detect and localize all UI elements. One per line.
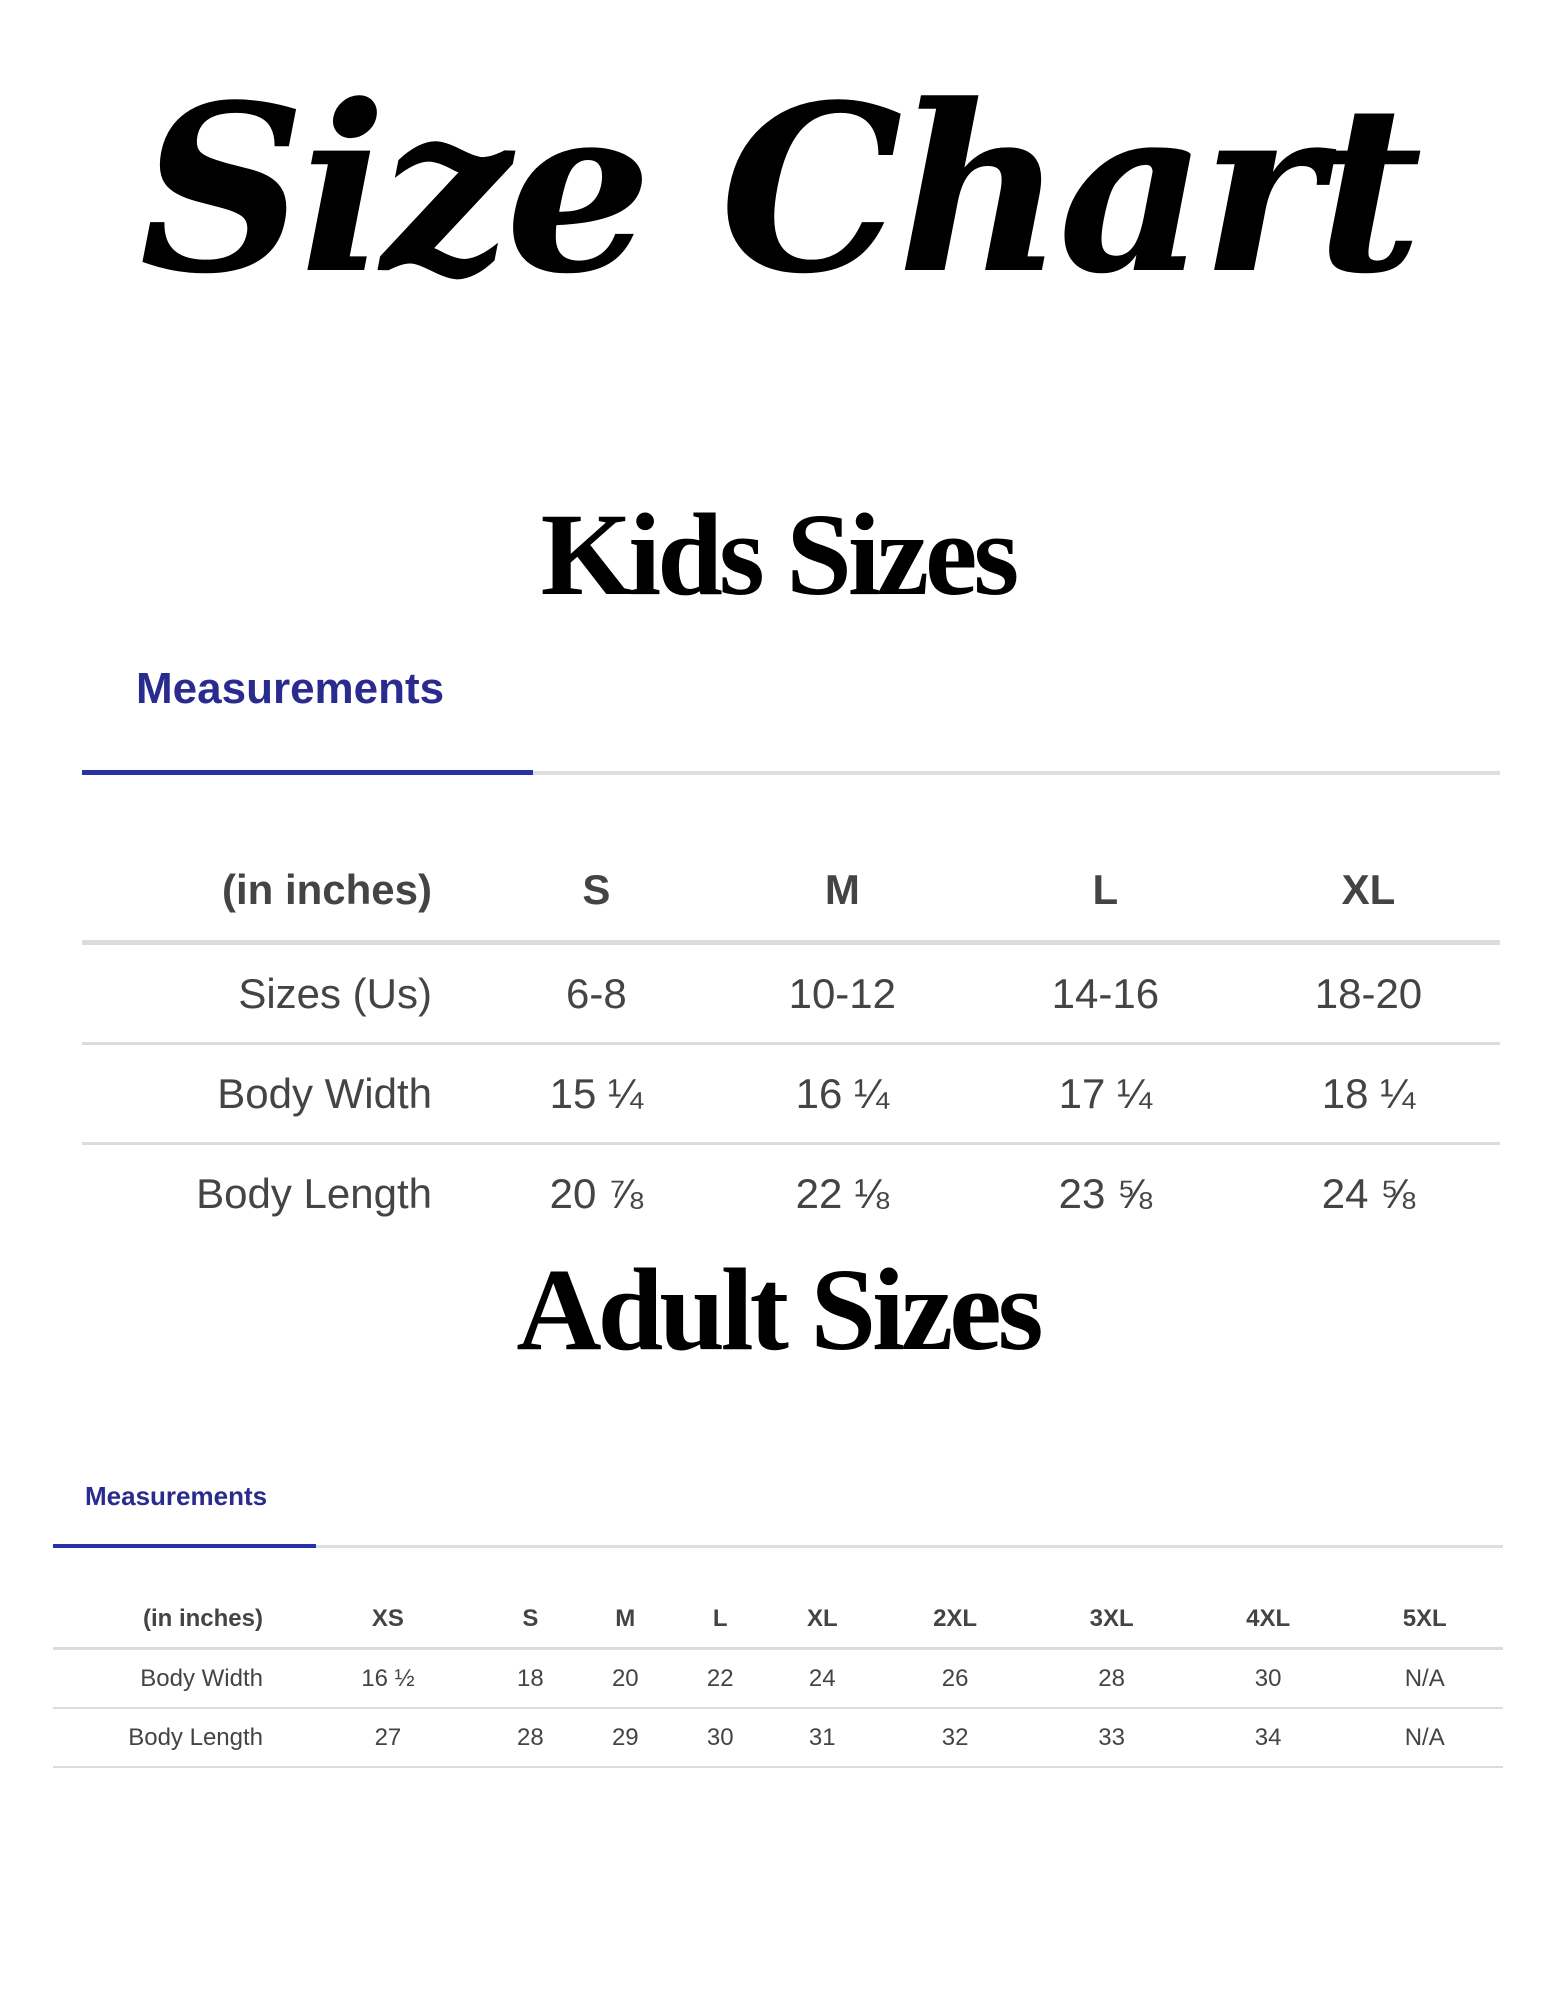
kids-row-label-body-width: Body Width <box>82 1044 482 1144</box>
kids-header-row <box>82 840 1500 943</box>
table-cell: 18 ¼ <box>1237 1044 1500 1144</box>
adult-header-4xl: 4XL <box>1190 1590 1347 1649</box>
adult-header-2xl: 2XL <box>877 1590 1034 1649</box>
kids-measurements-tab[interactable]: Measurements <box>136 664 445 713</box>
adult-row-label-body-length: Body Length <box>53 1708 293 1767</box>
adult-sizes-heading: Adult Sizes <box>516 1244 1040 1375</box>
table-cell: 15 ¼ <box>482 1044 711 1144</box>
kids-tab-active-indicator <box>82 770 533 775</box>
adult-header-xs: XS <box>293 1590 483 1649</box>
table-cell: 29 <box>578 1708 673 1767</box>
table-cell: 24 ⅝ <box>1321 1169 1416 1217</box>
adult-header-m: M <box>578 1590 673 1649</box>
table-cell: 34 <box>1190 1708 1347 1767</box>
table-cell: 16 ½ <box>293 1649 483 1709</box>
table-cell: 30 <box>673 1708 768 1767</box>
table-cell: 22 <box>673 1649 768 1709</box>
kids-header-m: M <box>711 840 974 943</box>
table-cell: 30 <box>1190 1649 1347 1709</box>
table-cell: 22 ⅛ <box>795 1169 890 1217</box>
table-cell: 14-16 <box>974 943 1237 1044</box>
table-cell: 23 ⅝ <box>1058 1169 1153 1217</box>
table-row <box>53 1708 1503 1767</box>
kids-size-table <box>82 840 1500 1242</box>
table-cell: 18 <box>483 1649 578 1709</box>
table-cell: 6-8 <box>482 943 711 1044</box>
table-cell: 28 <box>483 1708 578 1767</box>
kids-header-s: S <box>482 840 711 943</box>
kids-header-units: (in inches) <box>82 840 482 943</box>
table-cell: N/A <box>1346 1649 1503 1709</box>
table-cell: 33 <box>1033 1708 1190 1767</box>
adult-measurements-tab[interactable]: Measurements <box>85 1481 268 1511</box>
adult-header-5xl: 5XL <box>1346 1590 1503 1649</box>
kids-sizes-heading: Kids Sizes <box>540 489 1016 620</box>
kids-row-label-sizes: Sizes (Us) <box>82 943 482 1044</box>
kids-header-xl: XL <box>1237 840 1500 943</box>
kids-row-label-body-length: Body Length <box>196 1169 432 1217</box>
adult-header-s: S <box>483 1590 578 1649</box>
kids-header-l: L <box>974 840 1237 943</box>
table-cell: 20 <box>578 1649 673 1709</box>
adult-size-table <box>53 1590 1503 1768</box>
table-cell: 20 ⅞ <box>549 1169 644 1217</box>
table-cell: 24 <box>768 1649 877 1709</box>
table-cell: 10-12 <box>711 943 974 1044</box>
table-cell: 28 <box>1033 1649 1190 1709</box>
adult-header-units: (in inches) <box>53 1590 293 1649</box>
adult-tab-active-indicator <box>53 1544 316 1548</box>
table-cell: 31 <box>768 1708 877 1767</box>
adult-header-3xl: 3XL <box>1033 1590 1190 1649</box>
table-cell: 32 <box>877 1708 1034 1767</box>
table-row <box>82 1044 1500 1144</box>
table-cell: 16 ¼ <box>711 1044 974 1144</box>
adult-header-l: L <box>673 1590 768 1649</box>
table-cell: 18-20 <box>1237 943 1500 1044</box>
table-cell: 27 <box>293 1708 483 1767</box>
table-row <box>82 1144 1500 1243</box>
table-cell: 17 ¼ <box>974 1044 1237 1144</box>
adult-header-xl: XL <box>768 1590 877 1649</box>
page-title: Size Chart <box>139 55 1417 325</box>
table-row <box>82 943 1500 1044</box>
table-row <box>53 1649 1503 1709</box>
table-cell: N/A <box>1346 1708 1503 1767</box>
adult-header-row <box>53 1590 1503 1649</box>
table-cell: 26 <box>877 1649 1034 1709</box>
adult-row-label-body-width: Body Width <box>53 1649 293 1709</box>
